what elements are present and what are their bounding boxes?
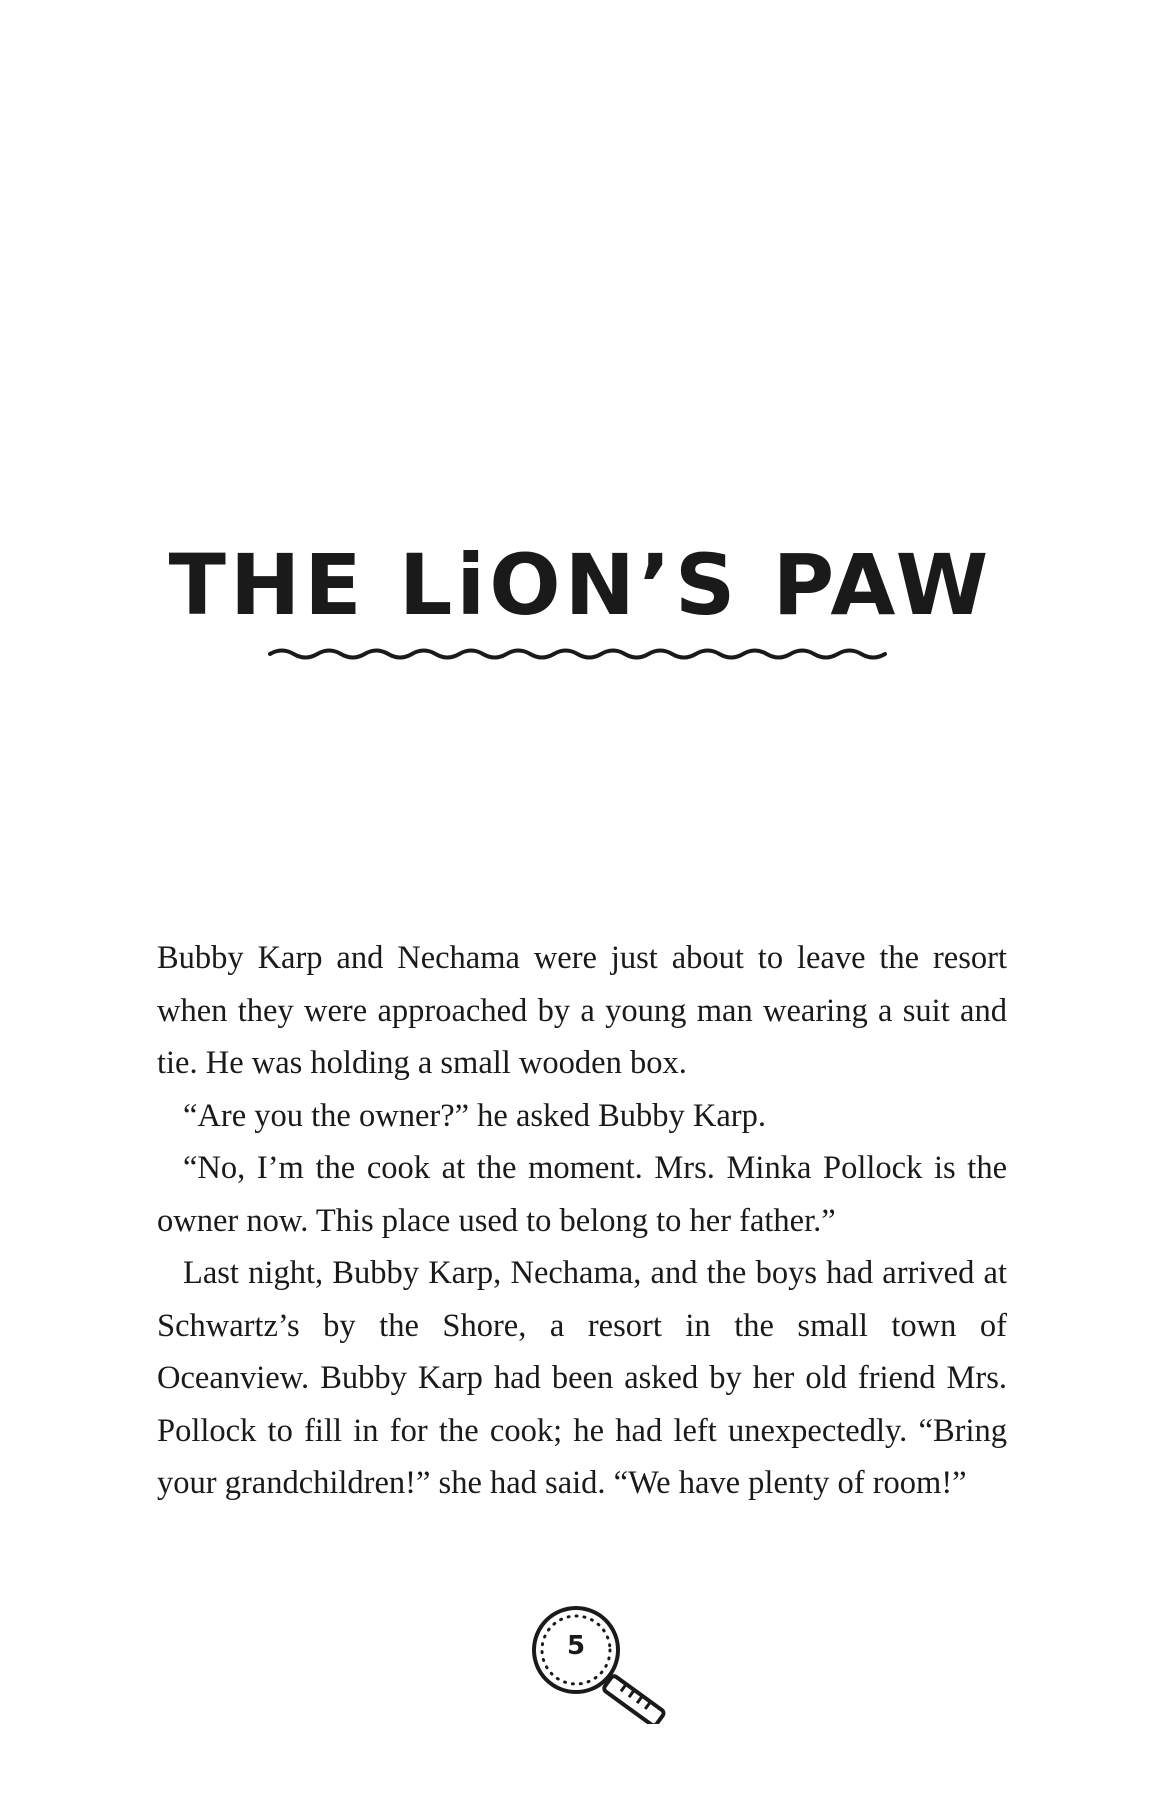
wavy-underline-icon (265, 642, 890, 666)
page-number: 5 (566, 1631, 586, 1661)
magnifying-glass-icon (528, 1604, 683, 1724)
paragraph: “No, I’m the cook at the moment. Mrs. Minka Pollock is the owner now. This place used to belong to her father.” (157, 1150, 1007, 1239)
paragraph: Bubby Karp and Nechama were just about to leave the resort when they were approached by a young man wearing a suit and tie. He was holding a small wooden box. (157, 940, 1007, 1081)
chapter-body (157, 932, 1007, 1510)
paragraph: Last night, Bubby Karp, Nechama, and the boys had arrived at Schwartz’s by the Shore, a resort in the small town of Oceanview. Bubby Karp had been asked by her old friend Mrs. Pollock to fill in for the cook; he had left unexpectedly. “Bring your grandchildren!” she had said. “We have plenty of room!” (157, 1255, 1007, 1501)
paragraph: “Are you the owner?” he asked Bubby Karp. (183, 1097, 766, 1134)
chapter-title: THE LiON’S PAW (168, 536, 993, 634)
